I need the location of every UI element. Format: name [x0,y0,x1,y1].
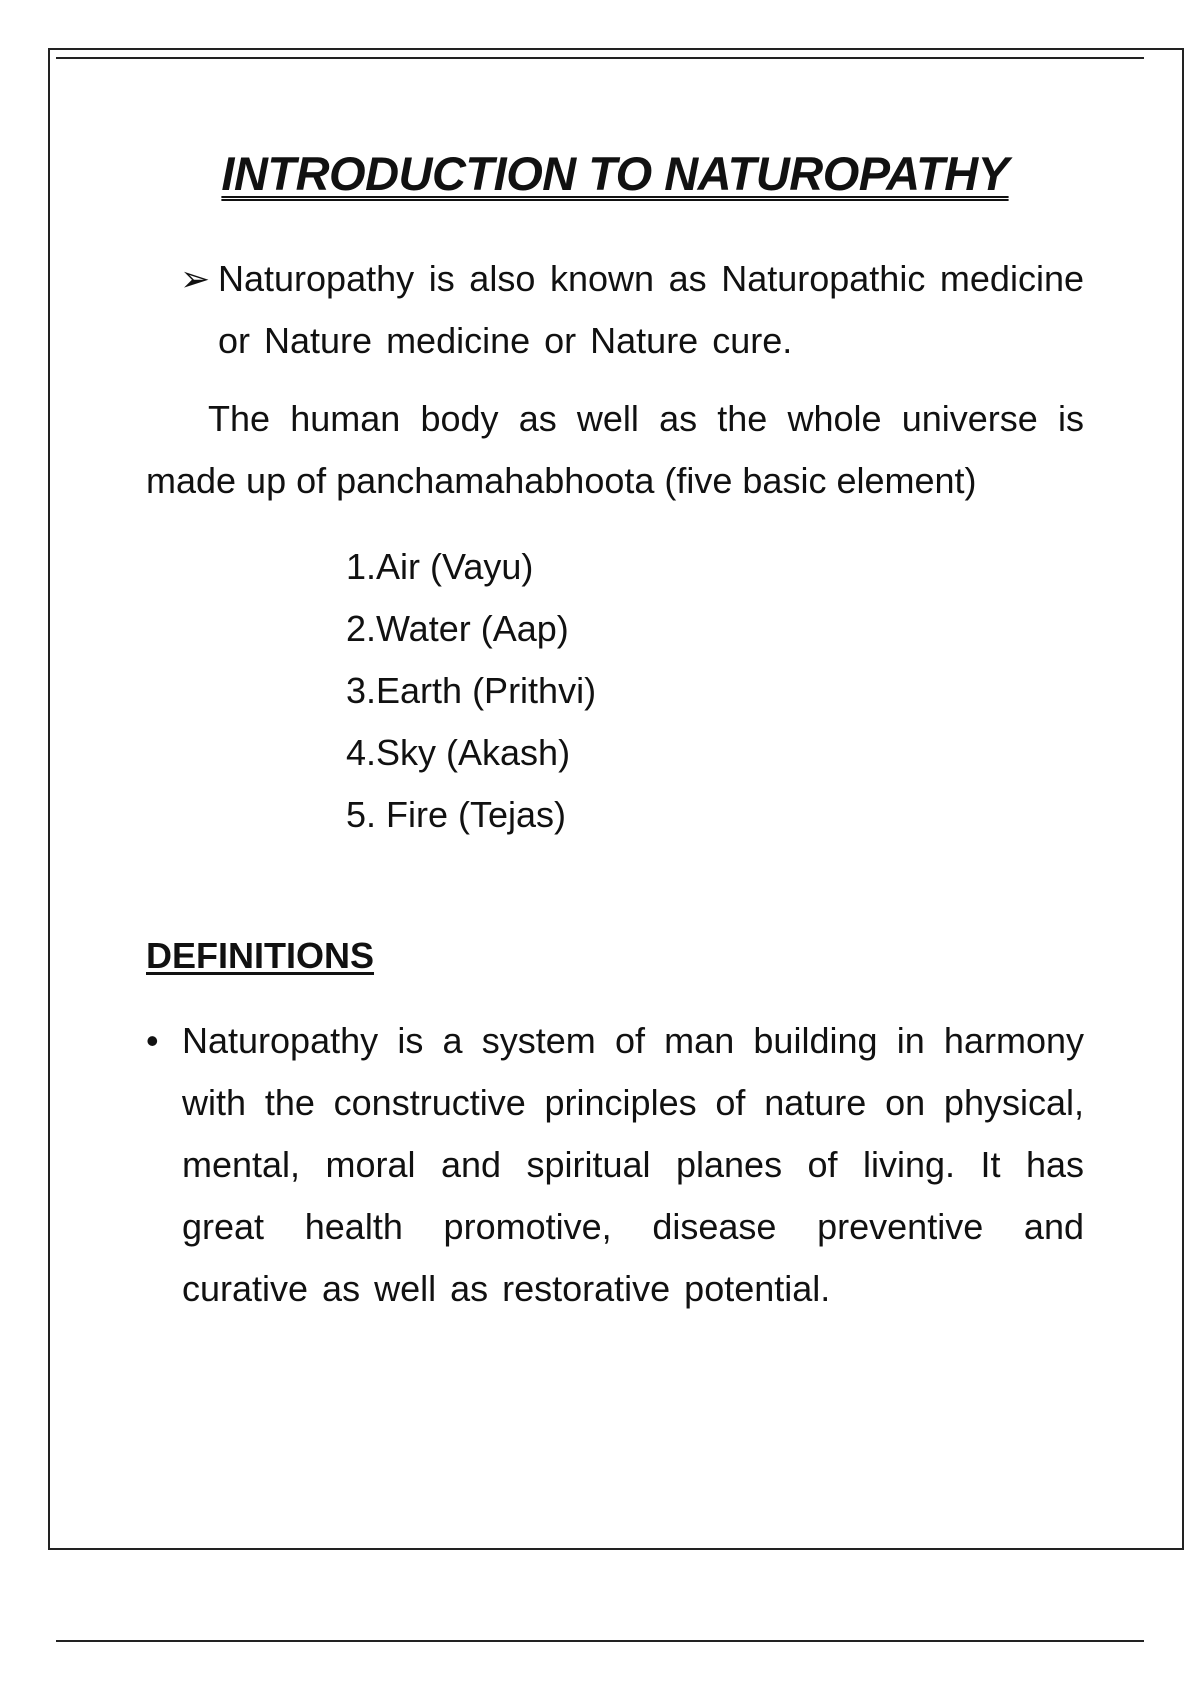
list-item: 3.Earth (Prithvi) [346,670,597,711]
page-title [150,147,1080,200]
definition-text: Naturopathy is a system of man building in harmony with the constructive principles of nature on physical, mental, moral and spiritual planes of living. It has great health promotive, disease preventive and curative as well as restorative potential. [182,1020,1084,1309]
list-item: 2.Water (Aap) [346,608,569,649]
arrow-bullet-icon: ➢ [180,258,211,299]
intro-bullet-text: Naturopathy is also known as Naturopathic medicine or Nature medicine or Nature cure. [218,258,1084,361]
universe-paragraph: The human body as well as the whole universe is made up of panchamahabhoota (five basic element) [146,398,1084,501]
definition-bullet [146,1010,1084,1320]
list-item: 1.Air (Vayu) [346,546,534,587]
list-item: 5. Fire (Tejas) [346,794,567,835]
intro-bullet [180,248,1084,372]
page-title-text: INTRODUCTION TO NATUROPATHY [221,147,1009,200]
header-rule [56,57,1144,59]
footer-rule [56,1640,1144,1642]
elements-list [346,536,596,846]
definitions-heading: DEFINITIONS [146,935,375,976]
bullet-dot-icon: • [146,1020,159,1061]
list-item: 4.Sky (Akash) [346,732,571,773]
